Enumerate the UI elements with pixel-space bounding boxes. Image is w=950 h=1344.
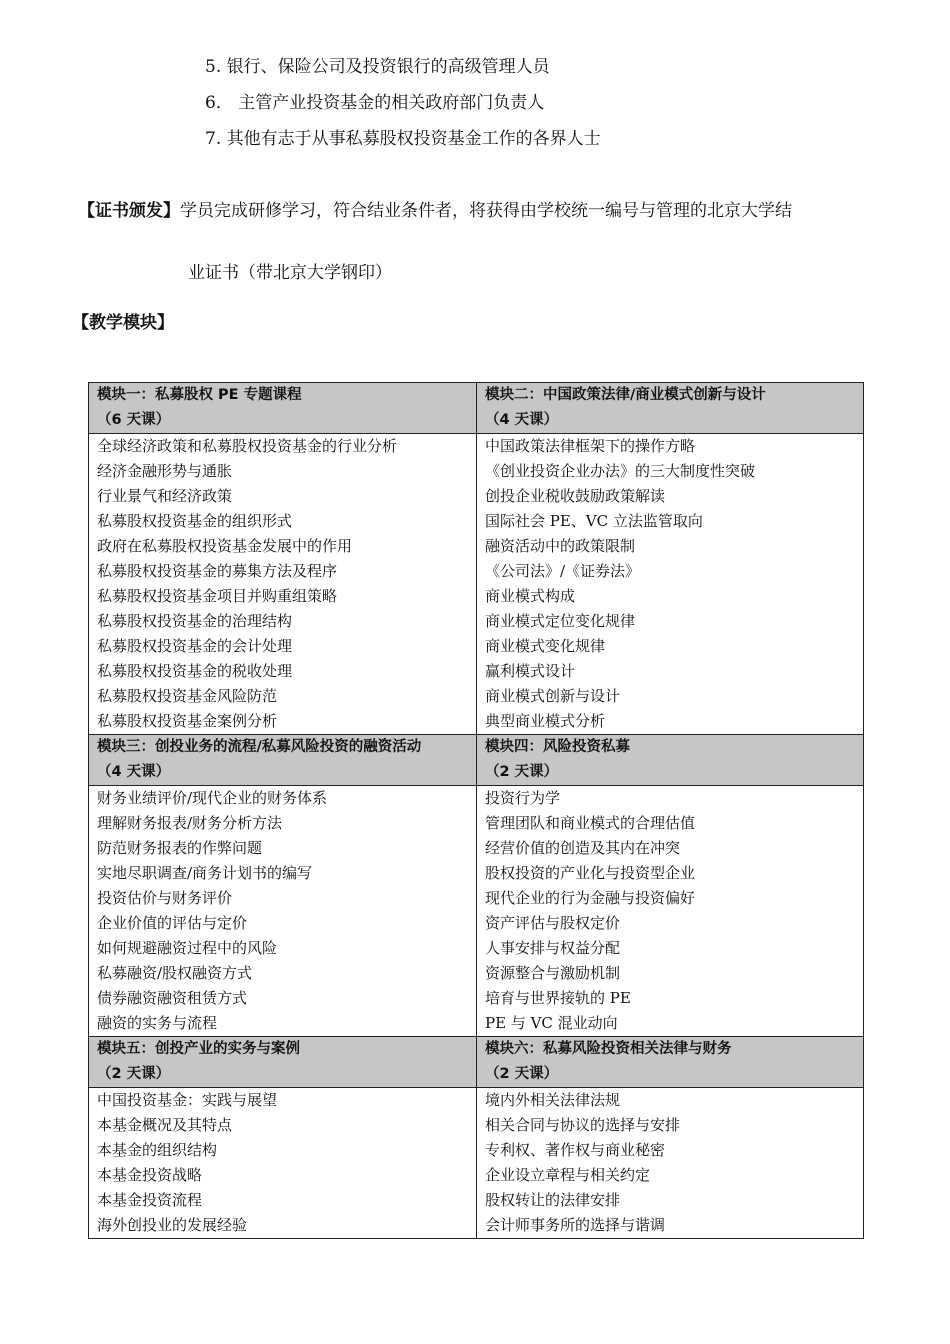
module-title: 模块二：中国政策法律/商业模式创新与设计 [485,387,766,403]
module-topic-item: 资源整合与激励机制 [485,964,621,982]
module-topic-item: 私募股权投资基金的组织形式 [97,512,293,530]
module-header-cell [89,1037,477,1088]
certificate-label: 【证书颁发】 [78,201,180,221]
certificate-section [78,193,898,291]
module-topic-item: 实地尽职调查/商务计划书的编写 [97,864,313,882]
module-topics-cell [89,786,477,1037]
module-header-row [89,1037,864,1088]
modules-table [88,382,864,1239]
module-topic-item: 财务业绩评价/现代企业的财务体系 [97,789,328,807]
module-topic-item: 经营价值的创造及其内在冲突 [485,839,681,857]
module-topic-item: 中国投资基金：实践与展望 [97,1091,278,1109]
module-body-row [89,434,864,735]
module-duration: （4 天课） [97,764,171,780]
module-topic-item: PE 与 VC 混业动向 [485,1014,618,1032]
module-topic-item: 私募股权投资基金风险防范 [97,687,278,705]
module-header-row [89,735,864,786]
module-topic-item: 现代企业的行为金融与投资偏好 [485,889,696,907]
audience-item: 5. 银行、保险公司及投资银行的高级管理人员 [205,57,550,77]
module-topic-item: 私募股权投资基金项目并购重组策略 [97,587,338,605]
module-topic-item: 私募股权投资基金的税收处理 [97,662,293,680]
module-title: 模块三：创投业务的流程/私募风险投资的融资活动 [97,739,422,755]
module-topic-item: 本基金投资战略 [97,1166,203,1184]
module-topics-cell [477,434,864,735]
certificate-text-line2: 业证书（带北京大学钢印） [188,263,392,283]
module-topic-item: 中国政策法律框架下的操作方略 [485,437,696,455]
module-topic-item: 企业设立章程与相关约定 [485,1166,651,1184]
module-header-row [89,383,864,434]
module-topic-item: 经济金融形势与通胀 [97,462,233,480]
module-topic-item: 股权转让的法律安排 [485,1191,621,1209]
module-topic-item: 境内外相关法律法规 [485,1091,621,1109]
module-topic-item: 专利权、著作权与商业秘密 [485,1141,666,1159]
module-topic-item: 管理团队和商业模式的合理估值 [485,814,696,832]
module-topic-item: 防范财务报表的作弊问题 [97,839,263,857]
module-topics-cell [89,1088,477,1239]
module-topic-item: 培育与世界接轨的 PE [485,989,631,1007]
module-topic-item: 会计师事务所的选择与谐调 [485,1216,666,1234]
module-title: 模块四：风险投资私募 [485,739,630,755]
module-header-cell [477,735,864,786]
module-topic-item: 人事安排与权益分配 [485,939,621,957]
module-duration: （4 天课） [485,412,559,428]
module-topic-item: 《公司法》/《证券法》 [485,562,641,580]
module-topic-item: 《创业投资企业办法》的三大制度性突破 [485,462,756,480]
module-topic-item: 私募融资/股权融资方式 [97,964,253,982]
module-topic-item: 商业模式定位变化规律 [485,612,636,630]
module-topic-item: 商业模式创新与设计 [485,687,621,705]
audience-item: 7. 其他有志于从事私募股权投资基金工作的各界人士 [205,129,601,149]
module-topic-item: 本基金的组织结构 [97,1141,218,1159]
module-topic-item: 理解财务报表/财务分析方法 [97,814,283,832]
module-topic-item: 本基金概况及其特点 [97,1116,233,1134]
module-topic-item: 融资的实务与流程 [97,1014,218,1032]
module-topic-item: 私募股权投资基金的会计处理 [97,637,293,655]
audience-list [205,52,601,160]
module-topic-item: 全球经济政策和私募股权投资基金的行业分析 [97,437,398,455]
module-body-row [89,786,864,1037]
module-topic-item: 政府在私募股权投资基金发展中的作用 [97,537,353,555]
module-header-cell [477,383,864,434]
module-body-row [89,1088,864,1239]
module-topic-item: 商业模式构成 [485,587,576,605]
module-title: 模块六：私募风险投资相关法律与财务 [485,1041,732,1057]
module-topic-item: 企业价值的评估与定价 [97,914,248,932]
module-topic-item: 股权投资的产业化与投资型企业 [485,864,696,882]
module-topic-item: 投资估价与财务评价 [97,889,233,907]
module-header-cell [89,735,477,786]
module-topic-item: 融资活动中的政策限制 [485,537,636,555]
module-topic-item: 资产评估与股权定价 [485,914,621,932]
module-duration: （2 天课） [485,1066,559,1082]
module-topics-cell [477,1088,864,1239]
module-duration: （2 天课） [97,1066,171,1082]
certificate-text-line1: 学员完成研修学习，符合结业条件者，将获得由学校统一编号与管理的北京大学结 [180,201,792,221]
module-topic-item: 本基金投资流程 [97,1191,203,1209]
module-topic-item: 海外创投业的发展经验 [97,1216,248,1234]
module-topic-item: 创投企业税收鼓励政策解读 [485,487,666,505]
teaching-modules-heading: 【教学模块】 [72,313,174,333]
module-topic-item: 投资行为学 [485,789,561,807]
audience-item: 6． 主管产业投资基金的相关政府部门负责人 [205,93,545,113]
module-header-cell [477,1037,864,1088]
module-topic-item: 债券融资融资租赁方式 [97,989,248,1007]
module-topic-item: 国际社会 PE、VC 立法监管取向 [485,512,703,530]
module-topic-item: 典型商业模式分析 [485,712,606,730]
module-topic-item: 行业景气和经济政策 [97,487,233,505]
module-topic-item: 私募股权投资基金案例分析 [97,712,278,730]
module-topic-item: 相关合同与协议的选择与安排 [485,1116,681,1134]
module-topic-item: 私募股权投资基金的治理结构 [97,612,293,630]
module-topic-item: 商业模式变化规律 [485,637,606,655]
module-topics-cell [89,434,477,735]
module-topics-cell [477,786,864,1037]
module-duration: （6 天课） [97,412,171,428]
module-topic-item: 如何规避融资过程中的风险 [97,939,278,957]
module-topic-item: 赢利模式设计 [485,662,576,680]
module-title: 模块五：创投产业的实务与案例 [97,1041,300,1057]
module-topic-item: 私募股权投资基金的募集方法及程序 [97,562,338,580]
module-header-cell [89,383,477,434]
module-duration: （2 天课） [485,764,559,780]
module-title: 模块一：私募股权 PE 专题课程 [97,387,302,403]
